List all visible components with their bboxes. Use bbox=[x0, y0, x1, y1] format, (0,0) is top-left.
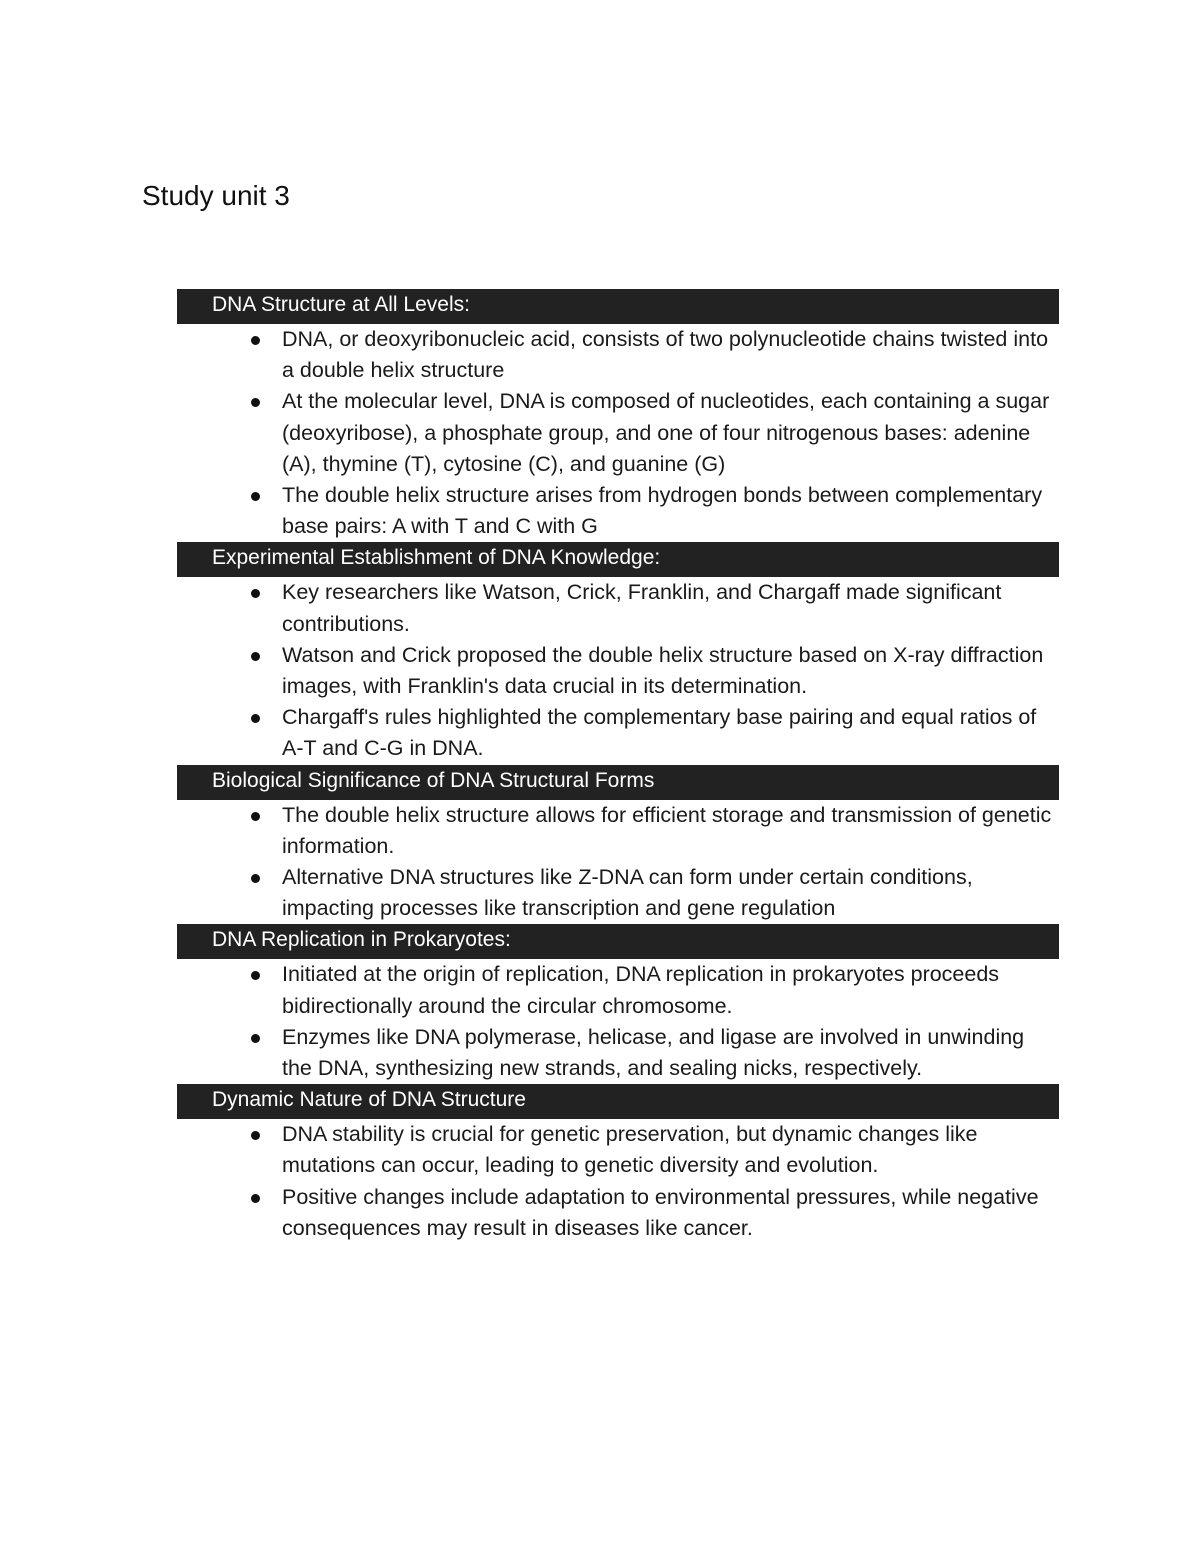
list-item-text: Positive changes include adaptation to environmental pressures, while negative consequences may result in diseases like cancer. bbox=[282, 1184, 1039, 1240]
bullet-dot-icon bbox=[251, 398, 260, 407]
list-item-text: Alternative DNA structures like Z-DNA can form under certain conditions, impacting processes like transcription and gene regulation bbox=[282, 865, 973, 921]
section-heading bbox=[177, 542, 1059, 577]
list-item bbox=[177, 1022, 1059, 1084]
bullet-dot-icon bbox=[251, 714, 260, 723]
list-item-text: Key researchers like Watson, Crick, Franklin, and Chargaff made significant contributions. bbox=[282, 580, 1002, 636]
bullet-list bbox=[177, 577, 1059, 764]
section-dna-replication bbox=[177, 924, 1059, 1084]
section-dynamic-nature bbox=[177, 1084, 1059, 1244]
section-heading-text: Dynamic Nature of DNA Structure bbox=[212, 1088, 526, 1112]
section-heading bbox=[177, 765, 1059, 800]
list-item-text: The double helix structure allows for efficient storage and transmission of genetic information. bbox=[282, 802, 1052, 858]
bullet-dot-icon bbox=[251, 971, 260, 980]
section-heading bbox=[177, 1084, 1059, 1119]
bullet-dot-icon bbox=[251, 874, 260, 883]
bullet-list bbox=[177, 1119, 1059, 1244]
list-item-text: Chargaff's rules highlighted the complementary base pairing and equal ratios of A-T and C-G in DNA. bbox=[282, 705, 1037, 761]
list-item bbox=[177, 386, 1059, 480]
bullet-list bbox=[177, 959, 1059, 1084]
list-item bbox=[177, 862, 1059, 924]
page-title: Study unit 3 bbox=[142, 180, 290, 211]
bullet-dot-icon bbox=[251, 652, 260, 661]
list-item-text: The double helix structure arises from hydrogen bonds between complementary base pairs: A with T and C with G bbox=[282, 483, 1043, 539]
list-item bbox=[177, 959, 1059, 1021]
list-item bbox=[177, 1182, 1059, 1244]
list-item bbox=[177, 702, 1059, 764]
bullet-list bbox=[177, 800, 1059, 925]
section-experimental-establishment bbox=[177, 542, 1059, 764]
bullet-dot-icon bbox=[251, 1034, 260, 1043]
list-item-text: At the molecular level, DNA is composed of nucleotides, each containing a sugar (deoxyribose), a phosphate group, and one of four nitrogenous bases: adenine (A), thymine (T), cytosine (C), and guanine (G) bbox=[282, 389, 1050, 476]
list-item-text: DNA, or deoxyribonucleic acid, consists of two polynucleotide chains twisted into a double helix structure bbox=[282, 327, 1049, 383]
list-item bbox=[177, 1119, 1059, 1181]
bullet-list bbox=[177, 324, 1059, 542]
list-item bbox=[177, 324, 1059, 386]
section-biological-significance bbox=[177, 765, 1059, 925]
bullet-dot-icon bbox=[251, 1194, 260, 1203]
section-heading-text: Biological Significance of DNA Structural Forms bbox=[212, 768, 655, 792]
study-notes bbox=[177, 289, 1059, 1244]
bullet-dot-icon bbox=[251, 336, 260, 345]
list-item-text: Watson and Crick proposed the double helix structure based on X-ray diffraction images, with Franklin's data crucial in its determination. bbox=[282, 642, 1044, 699]
section-heading-text: Experimental Establishment of DNA Knowledge: bbox=[212, 546, 661, 570]
section-heading-text: DNA Replication in Prokaryotes: bbox=[212, 928, 511, 952]
list-item-text: DNA stability is crucial for genetic preservation, but dynamic changes like mutations can occur, leading to genetic diversity and evolution. bbox=[282, 1122, 978, 1178]
bullet-dot-icon bbox=[251, 812, 260, 821]
bullet-dot-icon bbox=[251, 492, 260, 501]
list-item-text: Initiated at the origin of replication, DNA replication in prokaryotes proceeds bidirectionally around the circular chromosome. bbox=[282, 962, 1000, 1018]
list-item-text: Enzymes like DNA polymerase, helicase, and ligase are involved in unwinding the DNA, synthesizing new strands, and sealing nicks, respectively. bbox=[282, 1024, 1025, 1081]
section-heading bbox=[177, 924, 1059, 959]
section-dna-structure bbox=[177, 289, 1059, 542]
bullet-dot-icon bbox=[251, 1131, 260, 1140]
section-heading bbox=[177, 289, 1059, 324]
list-item bbox=[177, 640, 1059, 702]
list-item bbox=[177, 480, 1059, 542]
list-item bbox=[177, 800, 1059, 862]
list-item bbox=[177, 577, 1059, 639]
section-heading-text: DNA Structure at All Levels: bbox=[212, 293, 470, 316]
bullet-dot-icon bbox=[251, 589, 260, 598]
